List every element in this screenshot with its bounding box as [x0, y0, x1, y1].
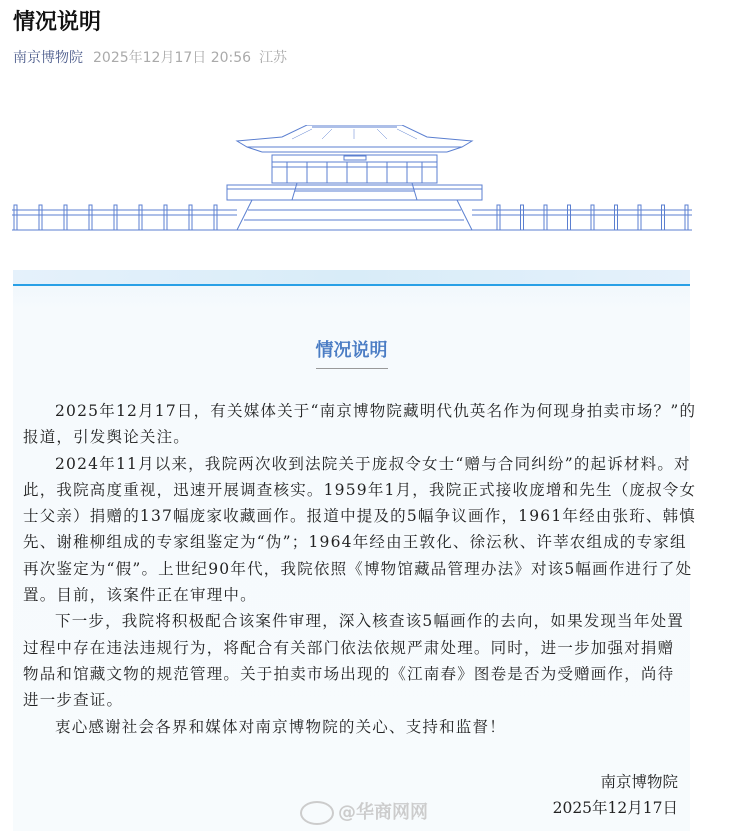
fence-post	[521, 205, 524, 230]
paragraph	[23, 714, 685, 740]
paragraph-line: 置。目前，该案件正在审理中。	[23, 586, 257, 605]
panel-banner	[13, 270, 690, 284]
article-title: 情况说明	[13, 10, 102, 35]
fence-post	[64, 205, 67, 230]
source-link[interactable]: 南京博物院	[13, 50, 83, 66]
paragraph-line: 衷心感谢社会各界和媒体对南京博物院的关心、支持和监督！	[55, 717, 506, 736]
paragraph-line: 下一步，我院将积极配合该案件审理，深入核查该5幅画作的去向，如果发现当年处置	[55, 612, 684, 631]
paragraph-line: 此，我院高度重视，迅速开展调查核实。1959年1月，我院正式接收庞增和先生（庞叔令女	[23, 480, 697, 499]
fence-post	[544, 205, 547, 230]
fence-post	[615, 205, 618, 230]
paragraph-line: 先、谢稚柳组成的专家组鉴定为“伪”；1964年经由王敦化、徐沄秋、许莘农组成的专家组	[23, 533, 687, 552]
watermark-text: @华商网网	[338, 802, 428, 823]
weibo-icon	[300, 801, 334, 825]
fence-post	[14, 205, 17, 230]
location: 江苏	[259, 50, 288, 66]
paragraph-line: 进一步查证。	[23, 691, 124, 710]
paragraph	[23, 451, 697, 609]
fence-post	[591, 205, 594, 230]
fence-post	[497, 205, 500, 230]
fence-post	[189, 205, 192, 230]
paragraph-line: 再次鉴定为“假”。上世纪90年代，我院依照《博物馆藏品管理办法》对该5幅画作进行了处	[23, 559, 693, 578]
paragraph-line: 士父亲）捐赠的137幅庞家收藏画作。报道中提及的5幅争议画作，1961年经由张珩、韩慎	[23, 507, 696, 526]
fence-post	[139, 205, 142, 230]
paragraph-line: 2025年12月17日，有关媒体关于“南京博物院藏明代仇英名作为何现身拍卖市场？”的	[55, 402, 697, 420]
signature-org: 南京博物院	[600, 773, 678, 791]
divider	[13, 284, 690, 286]
document-panel	[13, 270, 697, 831]
fence-post	[214, 205, 217, 230]
paragraph-line: 物品和馆藏文物的规范管理。关于拍卖市场出现的《江南春》图卷是否为受赠画作，尚待	[23, 664, 675, 683]
fence-post	[89, 205, 92, 230]
document-heading: 情况说明	[316, 336, 388, 369]
fence-post	[164, 205, 167, 230]
publish-datetime: 2025年12月17日 20:56	[93, 50, 252, 66]
paragraph	[23, 608, 685, 713]
paragraph	[23, 398, 697, 451]
article-meta	[13, 47, 295, 67]
document-body	[23, 398, 697, 740]
museum-building-illustration	[12, 125, 692, 235]
paragraph-line: 报道，引发舆论关注。	[23, 428, 191, 447]
paragraph-line: 过程中存在违法违规行为，将配合有关部门依法依规严肃处理。同时，进一步加强对捐赠	[23, 638, 675, 657]
fence-post	[568, 205, 571, 230]
fence-post	[114, 205, 117, 230]
fence-post	[39, 205, 42, 230]
fence-post	[662, 205, 665, 230]
watermark	[300, 798, 428, 825]
signature-date: 2025年12月17日	[552, 799, 678, 817]
fence-post	[685, 205, 688, 230]
fence-post	[638, 205, 641, 230]
paragraph-line: 2024年11月以来，我院两次收到法院关于庞叔令女士“赠与合同纠纷”的起诉材料。对	[55, 454, 691, 473]
